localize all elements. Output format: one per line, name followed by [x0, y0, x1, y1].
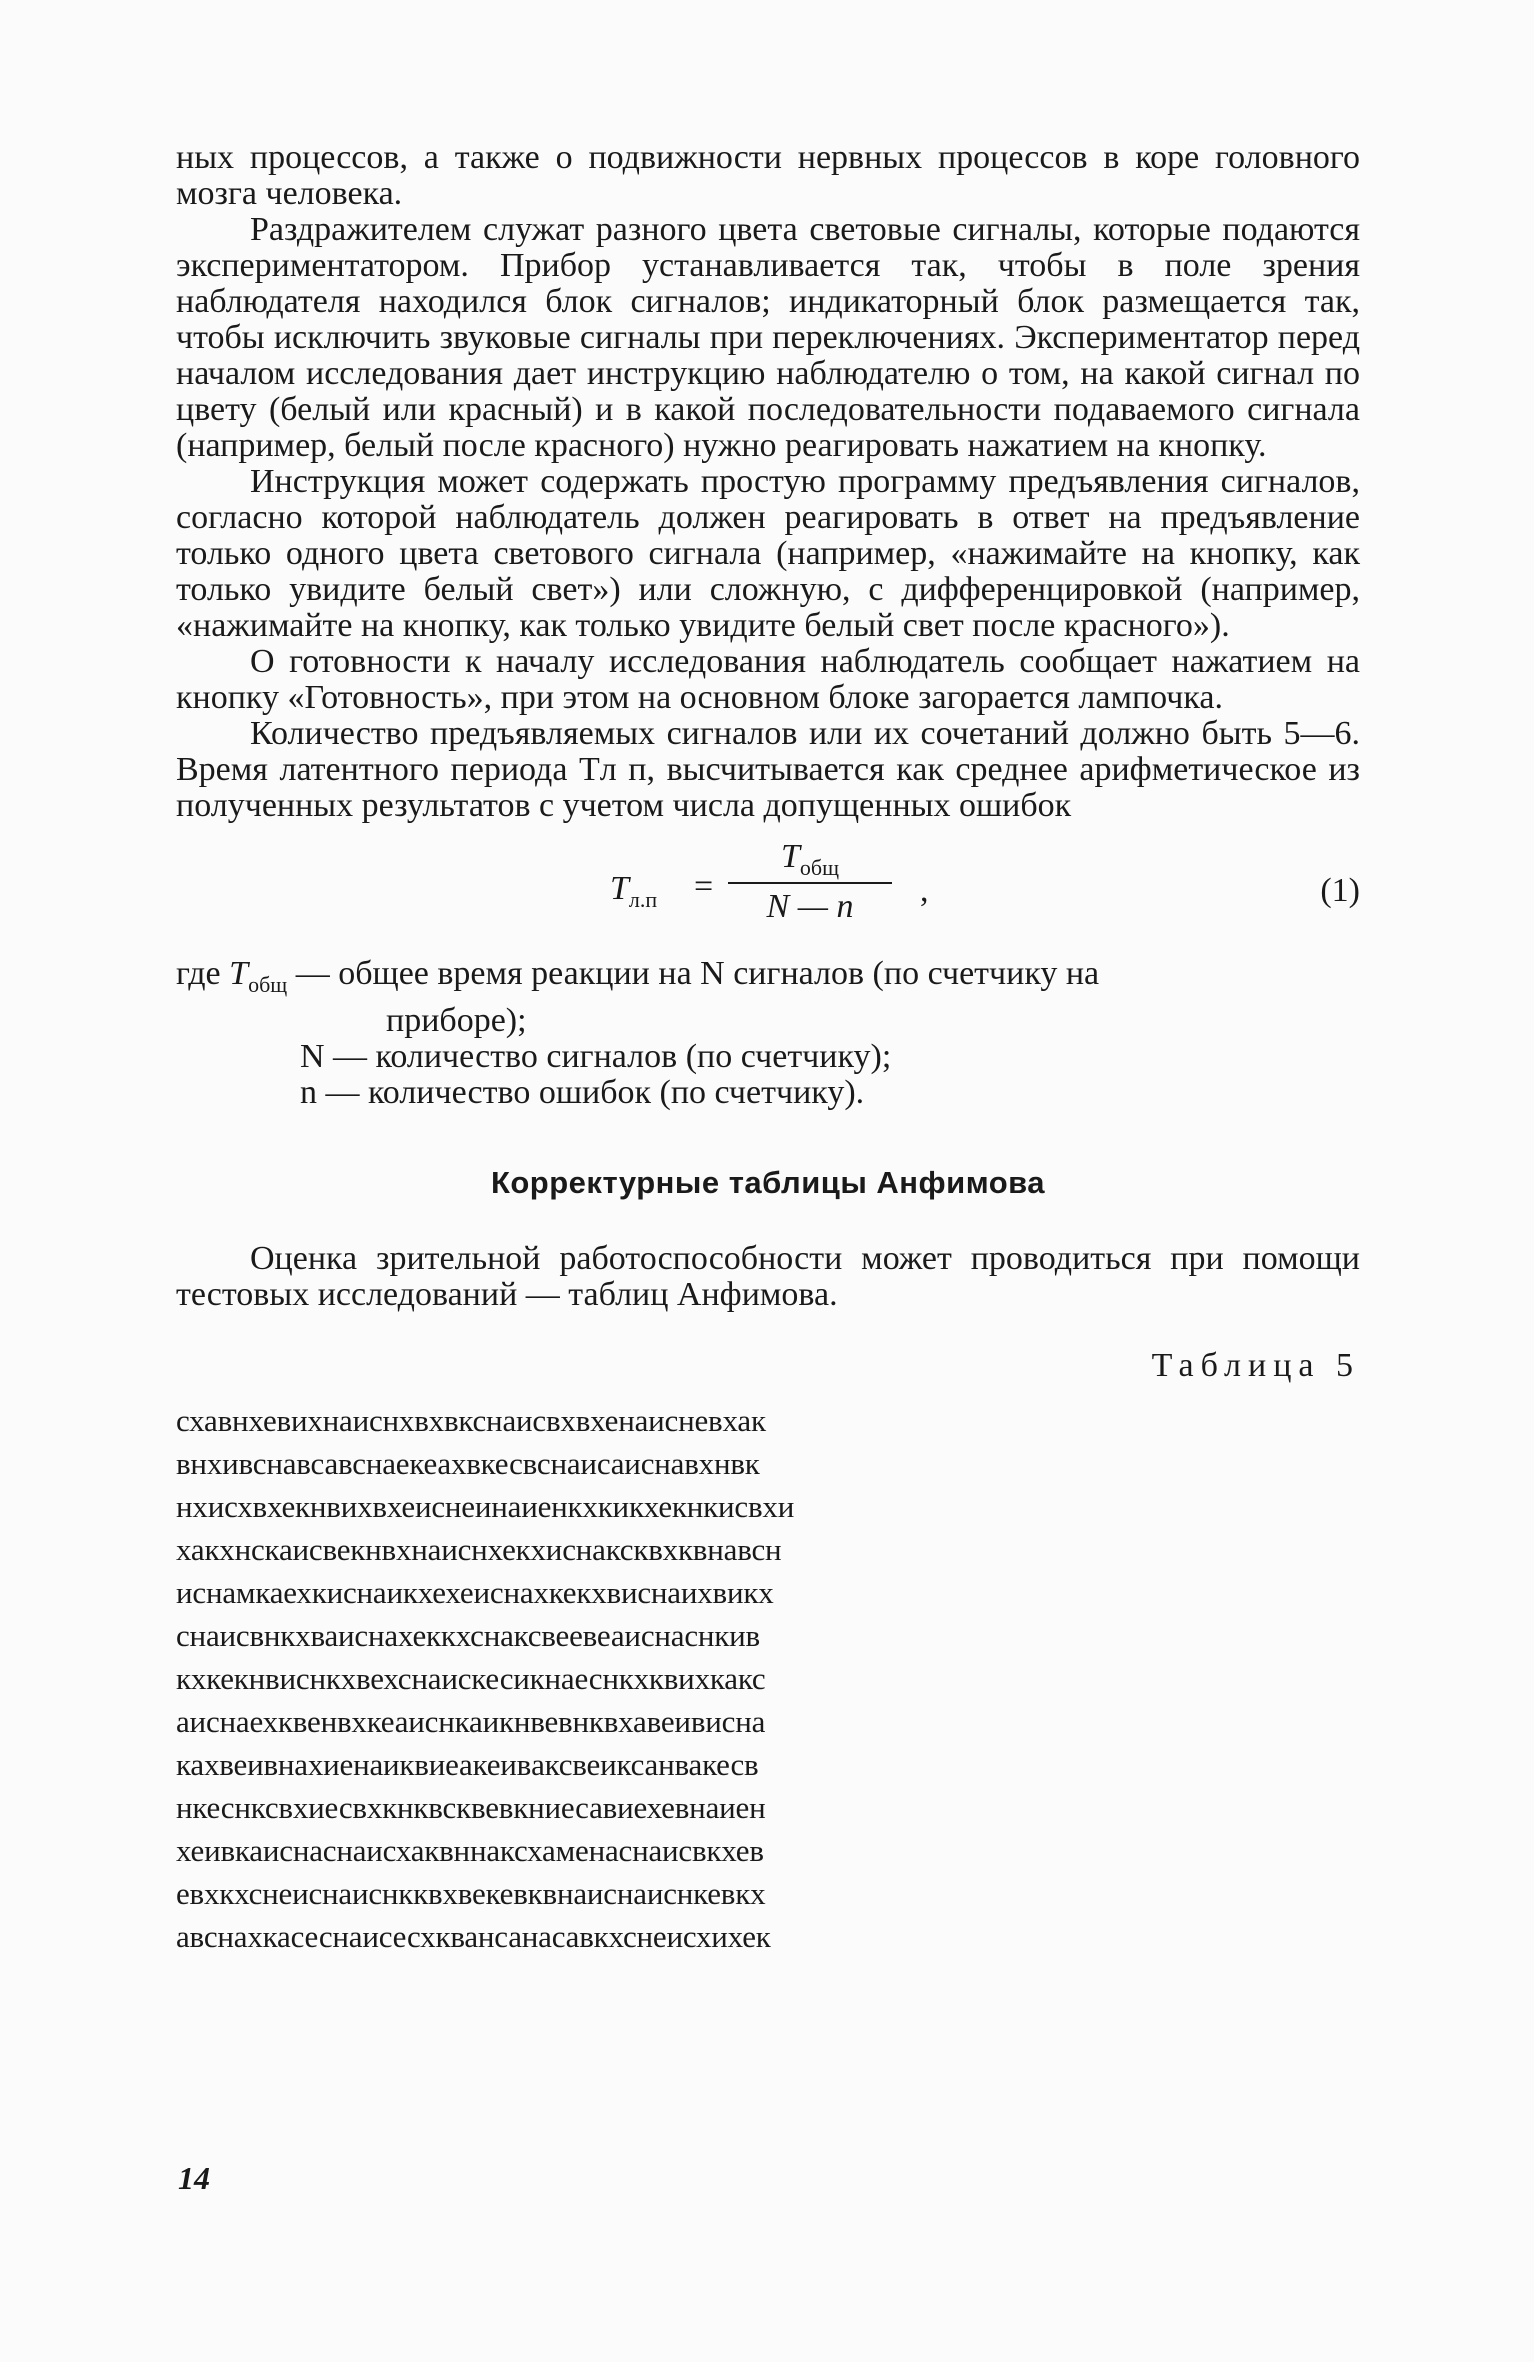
formula-number: (1)	[1320, 872, 1360, 909]
letter-row: кхкекнвиснкхвехснаискесикнаеснкхквихкакс	[176, 1660, 766, 1696]
letter-row: кахвеивнахиенаиквиеакеивaксвеиксанвакесв	[176, 1746, 759, 1782]
fraction-bar	[728, 882, 892, 884]
paragraph-1: ных процессов, а также о подвижности нервных процессов в коре головного мозга человека.	[176, 139, 1360, 212]
formula-fraction	[740, 838, 880, 926]
paragraph-6: Оценка зрительной работоспособности может проводиться при помощи тестовых исследований — таблиц Анфимова.	[176, 1239, 1360, 1313]
letter-row: схавнхевихнаиснхвхвкснаисвхвхенаисневхак	[176, 1402, 766, 1438]
paragraph-3: Инструкция может содержать простую программу предъявления сигналов, согласно которой наблюдатель должен реагировать в ответ на предъявление только одного цвета светового сигнала (например, «нажимайте на кнопку, как только увидите белый свет») или сложную, с дифференцировкой (например, «нажимайте на кнопку, как только увидите белый свет после красного»).	[176, 463, 1360, 644]
paragraph-5: Количество предъявляемых сигналов или их сочетаний должно быть 5—6. Время латентного периода Tл п, высчитывается как среднее арифметическое из полученных результатов с учетом числа допущенных ошибок	[176, 715, 1360, 824]
formula-comma: ,	[920, 872, 929, 909]
letter-row: иснамкаехкиснаикхехеиснахкекхвиснаихвикх	[176, 1574, 774, 1610]
paragraph-4: О готовности к началу исследования наблюдатель сообщает нажатием на кнопку «Готовность», при этом на основном блоке загорается лампочка.	[176, 643, 1360, 716]
letter-row: снаисвнкхваиснахеккхснаксвеевеаиснаснкив	[176, 1617, 760, 1653]
letter-row: нхисхвхекнвихвхеиснеинаиенкхкикхекнкисвхи	[176, 1488, 795, 1524]
letter-row: внхивснавсавснаекеахвкесвснаисаиснавхнвк	[176, 1445, 760, 1481]
letter-row: авснахкасеснаисесхквансанасавкхснеисхихек	[176, 1918, 771, 1954]
letter-row: евхкхснеиснаиснкквхвекевквнаиснаиснкевкх	[176, 1875, 766, 1911]
letter-row: аиснаехквенвхкеаиснкаикнвевнквхавеивисна	[176, 1703, 766, 1739]
legend-row-total-time-cont: приборе);	[386, 1001, 527, 1039]
formula-equals: =	[694, 868, 714, 905]
formula-legend	[176, 956, 1360, 1111]
letter-row: хакхнскаисвекнвхнаиснхекхиснаксквхквнавсн	[176, 1531, 782, 1567]
legend-row-signals: N — количество сигналов (по счетчику);	[300, 1037, 892, 1075]
formula-numerator: $T_{общ}$	[780, 838, 840, 880]
legend-row-total-time: где $T_{общ}$ — общее время реакции на N сигналов (по счетчику на	[176, 955, 1100, 997]
table-label: Таблица 5	[1151, 1346, 1360, 1384]
document-page	[176, 140, 1360, 1958]
letter-row: хеивкаиснаснаисхаквннаксхаменаснаисвкхев	[176, 1832, 764, 1868]
page-number: 14	[178, 2160, 210, 2196]
anfimov-letter-table	[176, 1399, 1360, 1958]
formula-denominator: N — n	[766, 888, 854, 925]
legend-row-errors: n — количество ошибок (по счетчику).	[300, 1073, 865, 1111]
section-heading: Корректурные таблицы Анфимова	[490, 1164, 1046, 1200]
formula-lhs: $T_{л.п}$	[610, 870, 658, 912]
paragraph-2: Раздражителем служат разного цвета световые сигналы, которые подаются экспериментатором. Прибор устанавливается так, чтобы в поле зрения наблюдателя находился блок сигналов; индикаторный блок размещается так, чтобы исключить звуковые сигналы при переключениях. Экспериментатор перед началом исследования дает инструкцию наблюдателю о том, на какой сигнал по цвету (белый или красный) и в какой последовательности подаваемого сигнала (например, белый после красного) нужно реагировать нажатием на кнопку.	[176, 211, 1360, 464]
formula-1	[176, 838, 1360, 946]
letter-row: нкеснксвхиесвхкнквсквевкниесавиехевнаиен	[176, 1789, 766, 1825]
